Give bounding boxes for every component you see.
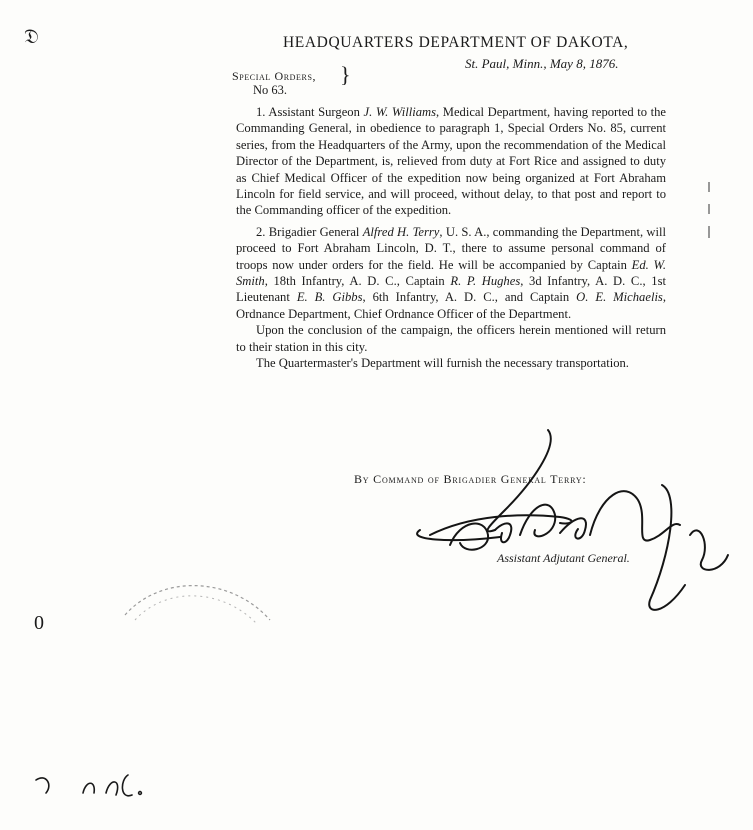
p4-text: The Quartermaster's Department will furnish the necessary transportation. [256, 356, 629, 371]
paragraph-4 [236, 355, 666, 371]
p2-text-e: , 6th Infantry, A. D. C., and Captain [362, 290, 577, 305]
paragraph-3 [236, 322, 666, 355]
paragraph-1 [236, 104, 666, 219]
signature-title: Assistant Adjutant General. [497, 551, 630, 565]
special-orders-label: Special Orders, [232, 69, 317, 83]
orders-body [236, 104, 666, 377]
paragraph-2 [236, 224, 666, 322]
p2-name-gibbs: E. B. Gibbs [296, 290, 363, 305]
margin-mark-circle: 0 [34, 612, 44, 634]
brace-mark: } [340, 62, 351, 87]
place-date: St. Paul, Minn., May 8, 1876. [465, 56, 619, 71]
p3-text: Upon the conclusion of the campaign, the officers herein mentioned will return to their station in this city. [236, 323, 666, 354]
p2-name-smith: Ed. W. Smith [236, 257, 666, 289]
p1-text-a: 1. Assistant Surgeon [256, 105, 364, 119]
p2-text-c: , 18th Infantry, A. D. C., Captain [264, 274, 451, 289]
margin-mark-top: 𝔇 [24, 26, 39, 48]
received-stamp [110, 575, 290, 665]
p2-name-hughes: R. P. Hughes [450, 274, 521, 289]
headquarters-heading: HEADQUARTERS DEPARTMENT OF DAKOTA, [283, 34, 629, 51]
p2-text-b: , U. S. A., commanding the Department, will proceed to Fort Abraham Lincoln, D. T., there to assume personal command of troops now under orders for the field. He will be accompanied by Captain [236, 224, 666, 272]
margin-ticks [704, 180, 714, 240]
p1-text-b: , Medical Department, having reported to the Commanding General, in obedience to paragraph 1, Special Orders No. 85, current series, from the Headquarters of the Army, upon the recommendation of the Medical Director of the Department, is, relieved from duty at Fort Rice and assigned to duty as Chief Medical Officer of the expedition now being organized at Fort Abraham Lincoln for field service, and will proceed, without delay, to that post and report to the Commanding officer of the expedition. [236, 105, 667, 218]
p2-name-terry: Alfred H. Terry [362, 224, 440, 239]
p1-name-williams: J. W. Williams [363, 105, 436, 119]
p2-name-michaelis: O. E. Michaelis [576, 290, 663, 305]
by-command-line: By Command of Brigadier General Terry: [354, 472, 587, 486]
signature-image [410, 425, 750, 625]
special-orders-number: No 63. [253, 83, 288, 97]
p2-text-d: , 3d Infantry, A. D. C., 1st Lieutenant [236, 274, 666, 305]
p2-text-f: , Ordnance Department, Chief Ordnance Officer of the Department. [236, 290, 666, 321]
bottom-scribble [28, 765, 178, 815]
p2-text-a: 2. Brigadier General [256, 224, 363, 239]
